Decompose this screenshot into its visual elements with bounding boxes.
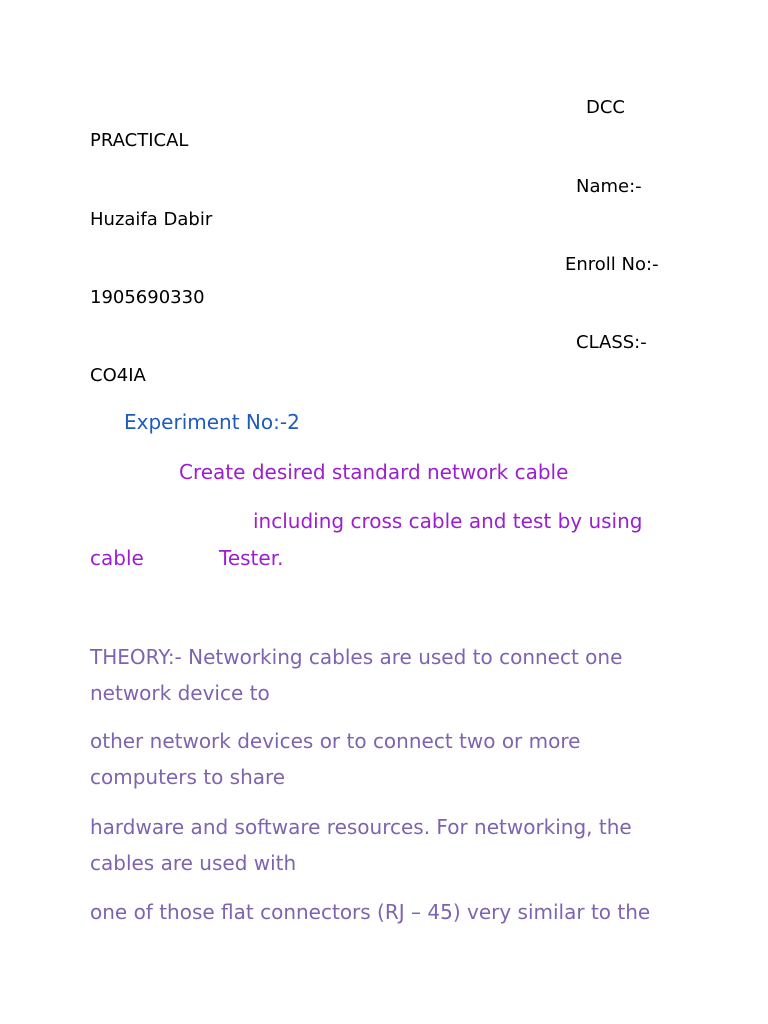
class-label: CLASS:- (576, 332, 647, 353)
aim-line-2: including cross cable and test by using (253, 509, 643, 533)
aim-line-3-word-2: Tester. (219, 546, 284, 570)
theory-line: network device to (90, 681, 270, 705)
theory-line: cables are used with (90, 851, 297, 875)
name-value: Huzaifa Dabir (90, 209, 213, 230)
enroll-value: 1905690330 (90, 287, 205, 308)
name-label: Name:- (576, 176, 642, 197)
subject-code: DCC (586, 97, 625, 118)
aim-line-1: Create desired standard network cable (179, 460, 569, 484)
aim-line-3-word-1: cable (90, 546, 144, 570)
class-value: CO4IA (90, 365, 146, 386)
experiment-title: Experiment No:-2 (124, 410, 300, 434)
theory-line: one of those flat connectors (RJ – 45) very similar to the (90, 900, 651, 924)
theory-line: THEORY:- Networking cables are used to connect one (90, 645, 623, 669)
theory-line: hardware and software resources. For networking, the (90, 815, 632, 839)
theory-line: other network devices or to connect two or more (90, 729, 581, 753)
theory-line: computers to share (90, 765, 286, 789)
subject-type: PRACTICAL (90, 130, 189, 151)
enroll-label: Enroll No:- (565, 254, 659, 275)
